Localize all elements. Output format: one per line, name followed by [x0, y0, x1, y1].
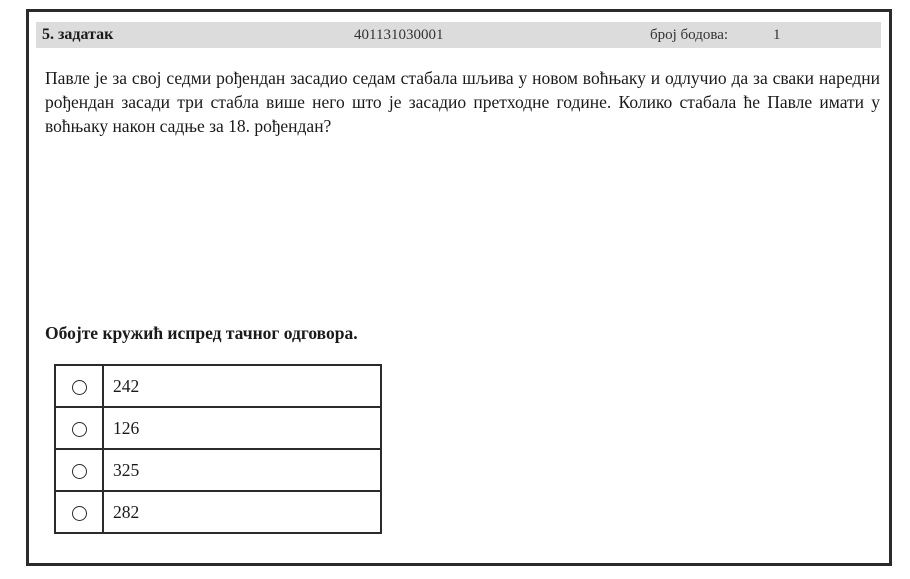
answer-value: 325 — [103, 449, 381, 491]
answer-option-cell[interactable] — [55, 365, 103, 407]
radio-circle-icon[interactable] — [72, 380, 87, 395]
question-text: Павле је за свој седми рођендан засадио седам стабала шљива у новом воћњаку и одлучио да за сваки наредни рођендан засади три стабла више него што је засадио претходне године. Колико стабала ће Павле имати у воћњаку након садње за 18. рођендан? — [45, 68, 880, 136]
answer-value: 242 — [103, 365, 381, 407]
task-header — [36, 22, 881, 48]
radio-circle-icon[interactable] — [72, 422, 87, 437]
task-frame — [26, 9, 892, 566]
answer-value: 126 — [103, 407, 381, 449]
answer-option-cell[interactable] — [55, 449, 103, 491]
answer-table — [54, 364, 382, 534]
radio-circle-icon[interactable] — [72, 464, 87, 479]
radio-circle-icon[interactable] — [72, 506, 87, 521]
answer-value: 282 — [103, 491, 381, 533]
answer-row — [55, 449, 381, 491]
answer-option-cell[interactable] — [55, 407, 103, 449]
answer-row — [55, 365, 381, 407]
instruction-text: Обојте кружић испред тачног одговора. — [45, 323, 358, 343]
task-code: 401131030001 — [354, 27, 444, 43]
points-value: 1 — [773, 27, 781, 43]
answer-row — [55, 491, 381, 533]
answer-option-cell[interactable] — [55, 491, 103, 533]
points-label: број бодова: — [650, 27, 729, 43]
answer-row — [55, 407, 381, 449]
task-number: 5. задатак — [42, 26, 114, 43]
